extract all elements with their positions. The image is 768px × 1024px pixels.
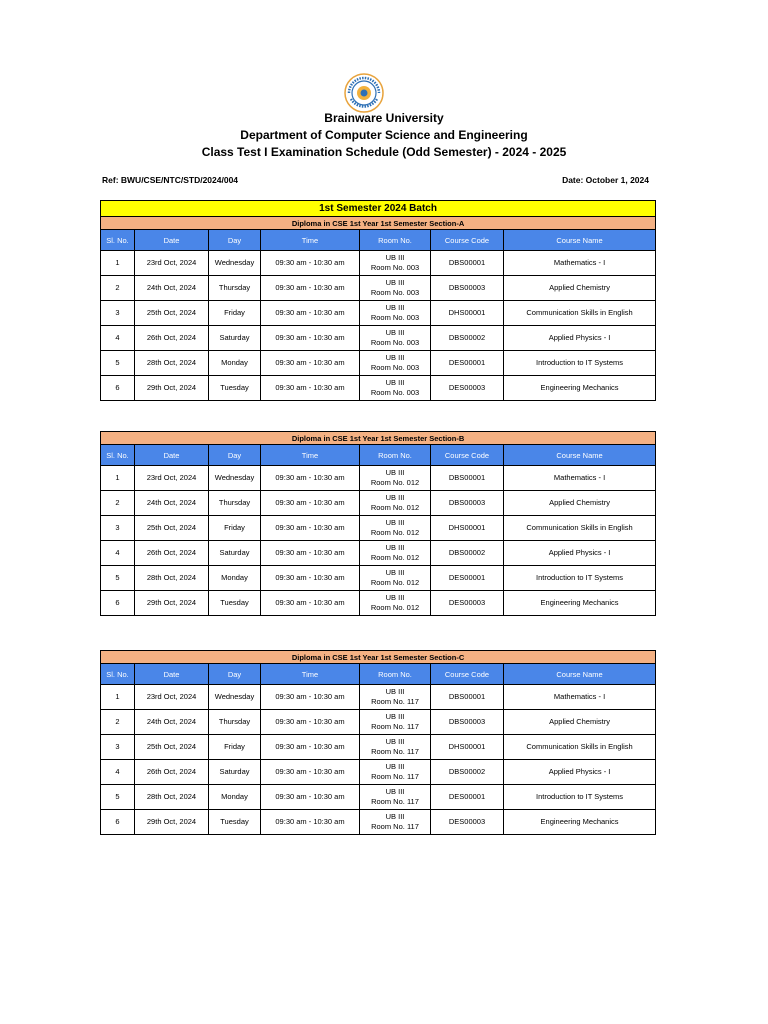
table-row xyxy=(101,276,656,301)
room-number: Room No. 012 xyxy=(370,553,420,562)
column-header-room-no: Room No. xyxy=(360,445,431,466)
cell-course-code: DBS00002 xyxy=(431,541,504,566)
cell-sl-no: 6 xyxy=(101,810,135,835)
table-row xyxy=(101,466,656,491)
room-number: Room No. 117 xyxy=(371,722,419,731)
cell-day: Saturday xyxy=(209,326,261,351)
cell-date: 26th Oct, 2024 xyxy=(135,760,209,785)
cell-sl-no: 2 xyxy=(101,491,135,516)
cell-course-name: Communication Skills in English xyxy=(504,301,656,326)
column-header-room-no: Room No. xyxy=(360,230,431,251)
cell-course-code: DBS00001 xyxy=(431,685,504,710)
column-header-date: Date xyxy=(135,445,209,466)
cell-time: 09:30 am - 10:30 am xyxy=(261,276,360,301)
cell-course-code: DBS00003 xyxy=(431,276,504,301)
cell-room-no xyxy=(360,301,431,326)
building-name: UB III xyxy=(385,328,405,337)
building-name: UB III xyxy=(385,543,405,552)
cell-time: 09:30 am - 10:30 am xyxy=(261,566,360,591)
cell-room-no xyxy=(360,760,431,785)
cell-day: Monday xyxy=(209,785,261,810)
cell-sl-no: 4 xyxy=(101,760,135,785)
column-header-row xyxy=(101,230,656,251)
building-name: UB III xyxy=(385,568,405,577)
cell-course-code: DBS00002 xyxy=(431,326,504,351)
cell-course-code: DHS00001 xyxy=(431,301,504,326)
cell-time: 09:30 am - 10:30 am xyxy=(261,785,360,810)
building-name: UB III xyxy=(385,687,405,696)
cell-day: Tuesday xyxy=(209,376,261,401)
cell-course-code: DBS00002 xyxy=(431,760,504,785)
room-number: Room No. 117 xyxy=(371,747,419,756)
cell-room-no xyxy=(360,376,431,401)
cell-course-name: Applied Chemistry xyxy=(504,710,656,735)
table-row xyxy=(101,516,656,541)
building-name: UB III xyxy=(385,253,405,262)
cell-time: 09:30 am - 10:30 am xyxy=(261,760,360,785)
cell-time: 09:30 am - 10:30 am xyxy=(261,466,360,491)
column-header-sl-no: Sl. No. xyxy=(101,664,135,685)
issue-date: Date: October 1, 2024 xyxy=(562,175,649,185)
cell-course-code: DBS00001 xyxy=(431,251,504,276)
cell-sl-no: 3 xyxy=(101,301,135,326)
cell-course-name: Engineering Mechanics xyxy=(504,376,656,401)
cell-course-code: DBS00003 xyxy=(431,710,504,735)
cell-course-name: Communication Skills in English xyxy=(504,516,656,541)
cell-date: 25th Oct, 2024 xyxy=(135,301,209,326)
cell-day: Monday xyxy=(209,351,261,376)
column-header-room-no: Room No. xyxy=(360,664,431,685)
column-header-row xyxy=(101,445,656,466)
cell-day: Wednesday xyxy=(209,685,261,710)
university-name: Brainware University xyxy=(324,111,444,125)
cell-time: 09:30 am - 10:30 am xyxy=(261,351,360,376)
table-row xyxy=(101,376,656,401)
cell-course-code: DBS00001 xyxy=(431,466,504,491)
cell-room-no xyxy=(360,710,431,735)
cell-room-no xyxy=(360,516,431,541)
table-row xyxy=(101,685,656,710)
cell-date: 25th Oct, 2024 xyxy=(135,516,209,541)
cell-day: Monday xyxy=(209,566,261,591)
cell-course-code: DES00003 xyxy=(431,376,504,401)
building-name: UB III xyxy=(385,303,405,312)
cell-day: Friday xyxy=(209,301,261,326)
cell-date: 24th Oct, 2024 xyxy=(135,710,209,735)
building-name: UB III xyxy=(385,518,405,527)
table-row xyxy=(101,810,656,835)
building-name: UB III xyxy=(385,493,405,502)
cell-course-code: DES00001 xyxy=(431,785,504,810)
cell-date: 28th Oct, 2024 xyxy=(135,351,209,376)
table-row xyxy=(101,301,656,326)
schedule-table-section-b xyxy=(100,431,656,616)
column-header-course-code: Course Code xyxy=(431,664,504,685)
cell-room-no xyxy=(360,276,431,301)
cell-course-name: Engineering Mechanics xyxy=(504,591,656,616)
column-header-course-code: Course Code xyxy=(431,445,504,466)
column-header-course-name: Course Name xyxy=(504,230,656,251)
cell-course-code: DBS00003 xyxy=(431,491,504,516)
department-name: Department of Computer Science and Engineering xyxy=(240,128,528,142)
cell-room-no xyxy=(360,326,431,351)
cell-room-no xyxy=(360,685,431,710)
cell-course-code: DES00003 xyxy=(431,810,504,835)
room-number: Room No. 003 xyxy=(370,338,420,347)
cell-course-name: Mathematics - I xyxy=(504,251,656,276)
table-row xyxy=(101,710,656,735)
section-title: Diploma in CSE 1st Year 1st Semester Section-C xyxy=(101,651,656,664)
cell-time: 09:30 am - 10:30 am xyxy=(261,251,360,276)
column-header-course-name: Course Name xyxy=(504,664,656,685)
building-name: UB III xyxy=(385,712,405,721)
batch-title: 1st Semester 2024 Batch xyxy=(101,201,656,217)
cell-date: 26th Oct, 2024 xyxy=(135,541,209,566)
column-header-sl-no: Sl. No. xyxy=(101,230,135,251)
table-row xyxy=(101,785,656,810)
cell-date: 23rd Oct, 2024 xyxy=(135,466,209,491)
cell-room-no xyxy=(360,735,431,760)
room-number: Room No. 012 xyxy=(370,578,420,587)
cell-course-name: Communication Skills in English xyxy=(504,735,656,760)
cell-date: 25th Oct, 2024 xyxy=(135,735,209,760)
cell-day: Saturday xyxy=(209,760,261,785)
cell-day: Thursday xyxy=(209,710,261,735)
cell-course-name: Applied Chemistry xyxy=(504,491,656,516)
cell-sl-no: 4 xyxy=(101,541,135,566)
schedule-table-section-a xyxy=(100,200,656,401)
table-row xyxy=(101,566,656,591)
cell-date: 28th Oct, 2024 xyxy=(135,566,209,591)
reference-number: Ref: BWU/CSE/NTC/STD/2024/004 xyxy=(102,175,239,185)
column-header-day: Day xyxy=(209,230,261,251)
cell-time: 09:30 am - 10:30 am xyxy=(261,685,360,710)
room-number: Room No. 003 xyxy=(370,263,420,272)
cell-sl-no: 3 xyxy=(101,516,135,541)
cell-sl-no: 2 xyxy=(101,276,135,301)
cell-course-name: Introduction to IT Systems xyxy=(504,351,656,376)
table-row xyxy=(101,251,656,276)
room-number: Room No. 117 xyxy=(371,697,419,706)
cell-date: 26th Oct, 2024 xyxy=(135,326,209,351)
column-header-day: Day xyxy=(209,664,261,685)
cell-room-no xyxy=(360,251,431,276)
column-header-time: Time xyxy=(261,664,360,685)
cell-room-no xyxy=(360,466,431,491)
building-name: UB III xyxy=(385,468,405,477)
cell-room-no xyxy=(360,566,431,591)
cell-time: 09:30 am - 10:30 am xyxy=(261,735,360,760)
cell-date: 29th Oct, 2024 xyxy=(135,376,209,401)
room-number: Room No. 012 xyxy=(370,528,420,537)
cell-course-name: Introduction to IT Systems xyxy=(504,785,656,810)
cell-time: 09:30 am - 10:30 am xyxy=(261,326,360,351)
cell-room-no xyxy=(360,785,431,810)
building-name: UB III xyxy=(385,737,405,746)
room-number: Room No. 117 xyxy=(371,797,419,806)
table-row xyxy=(101,351,656,376)
room-number: Room No. 003 xyxy=(370,388,420,397)
cell-time: 09:30 am - 10:30 am xyxy=(261,591,360,616)
cell-room-no xyxy=(360,491,431,516)
room-number: Room No. 003 xyxy=(370,363,420,372)
section-title: Diploma in CSE 1st Year 1st Semester Section-B xyxy=(101,432,656,445)
table-row xyxy=(101,491,656,516)
schedule-table-section-c xyxy=(100,650,656,835)
building-name: UB III xyxy=(385,762,405,771)
cell-time: 09:30 am - 10:30 am xyxy=(261,710,360,735)
cell-course-code: DES00003 xyxy=(431,591,504,616)
table-row xyxy=(101,326,656,351)
column-header-day: Day xyxy=(209,445,261,466)
cell-date: 23rd Oct, 2024 xyxy=(135,685,209,710)
cell-day: Friday xyxy=(209,735,261,760)
cell-sl-no: 3 xyxy=(101,735,135,760)
cell-course-name: Applied Physics - I xyxy=(504,760,656,785)
cell-day: Friday xyxy=(209,516,261,541)
cell-day: Wednesday xyxy=(209,251,261,276)
table-row xyxy=(101,541,656,566)
column-header-date: Date xyxy=(135,230,209,251)
cell-day: Tuesday xyxy=(209,810,261,835)
cell-room-no xyxy=(360,810,431,835)
cell-course-code: DHS00001 xyxy=(431,516,504,541)
cell-sl-no: 1 xyxy=(101,251,135,276)
cell-date: 29th Oct, 2024 xyxy=(135,810,209,835)
cell-day: Thursday xyxy=(209,491,261,516)
cell-day: Saturday xyxy=(209,541,261,566)
room-number: Room No. 012 xyxy=(370,603,420,612)
building-name: UB III xyxy=(385,593,405,602)
cell-course-name: Introduction to IT Systems xyxy=(504,566,656,591)
building-name: UB III xyxy=(385,378,405,387)
building-name: UB III xyxy=(385,353,405,362)
cell-date: 29th Oct, 2024 xyxy=(135,591,209,616)
cell-sl-no: 2 xyxy=(101,710,135,735)
room-number: Room No. 117 xyxy=(371,822,419,831)
cell-course-name: Mathematics - I xyxy=(504,685,656,710)
room-number: Room No. 012 xyxy=(370,503,420,512)
cell-course-name: Applied Chemistry xyxy=(504,276,656,301)
schedule-title: Class Test I Examination Schedule (Odd Semester) - 2024 - 2025 xyxy=(201,145,567,159)
cell-course-name: Applied Physics - I xyxy=(504,326,656,351)
cell-sl-no: 1 xyxy=(101,685,135,710)
cell-date: 28th Oct, 2024 xyxy=(135,785,209,810)
cell-date: 24th Oct, 2024 xyxy=(135,276,209,301)
column-header-date: Date xyxy=(135,664,209,685)
section-title: Diploma in CSE 1st Year 1st Semester Section-A xyxy=(101,217,656,230)
cell-time: 09:30 am - 10:30 am xyxy=(261,810,360,835)
column-header-sl-no: Sl. No. xyxy=(101,445,135,466)
cell-sl-no: 5 xyxy=(101,566,135,591)
column-header-time: Time xyxy=(261,230,360,251)
cell-day: Tuesday xyxy=(209,591,261,616)
cell-time: 09:30 am - 10:30 am xyxy=(261,376,360,401)
room-number: Room No. 117 xyxy=(371,772,419,781)
table-row xyxy=(101,735,656,760)
cell-time: 09:30 am - 10:30 am xyxy=(261,301,360,326)
room-number: Room No. 003 xyxy=(370,313,420,322)
room-number: Room No. 012 xyxy=(370,478,420,487)
cell-sl-no: 6 xyxy=(101,591,135,616)
column-header-time: Time xyxy=(261,445,360,466)
cell-course-code: DES00001 xyxy=(431,566,504,591)
cell-course-name: Mathematics - I xyxy=(504,466,656,491)
room-number: Room No. 003 xyxy=(370,288,420,297)
cell-time: 09:30 am - 10:30 am xyxy=(261,516,360,541)
building-name: UB III xyxy=(385,812,405,821)
building-name: UB III xyxy=(385,278,405,287)
cell-day: Thursday xyxy=(209,276,261,301)
cell-sl-no: 4 xyxy=(101,326,135,351)
cell-course-name: Applied Physics - I xyxy=(504,541,656,566)
cell-day: Wednesday xyxy=(209,466,261,491)
column-header-row xyxy=(101,664,656,685)
cell-room-no xyxy=(360,351,431,376)
cell-course-name: Engineering Mechanics xyxy=(504,810,656,835)
column-header-course-name: Course Name xyxy=(504,445,656,466)
cell-sl-no: 6 xyxy=(101,376,135,401)
cell-time: 09:30 am - 10:30 am xyxy=(261,541,360,566)
cell-time: 09:30 am - 10:30 am xyxy=(261,491,360,516)
cell-room-no xyxy=(360,591,431,616)
cell-date: 23rd Oct, 2024 xyxy=(135,251,209,276)
column-header-course-code: Course Code xyxy=(431,230,504,251)
cell-sl-no: 5 xyxy=(101,785,135,810)
cell-sl-no: 5 xyxy=(101,351,135,376)
cell-room-no xyxy=(360,541,431,566)
table-row xyxy=(101,591,656,616)
cell-course-code: DHS00001 xyxy=(431,735,504,760)
university-seal-icon xyxy=(343,72,385,114)
cell-course-code: DES00001 xyxy=(431,351,504,376)
cell-date: 24th Oct, 2024 xyxy=(135,491,209,516)
building-name: UB III xyxy=(385,787,405,796)
cell-sl-no: 1 xyxy=(101,466,135,491)
table-row xyxy=(101,760,656,785)
